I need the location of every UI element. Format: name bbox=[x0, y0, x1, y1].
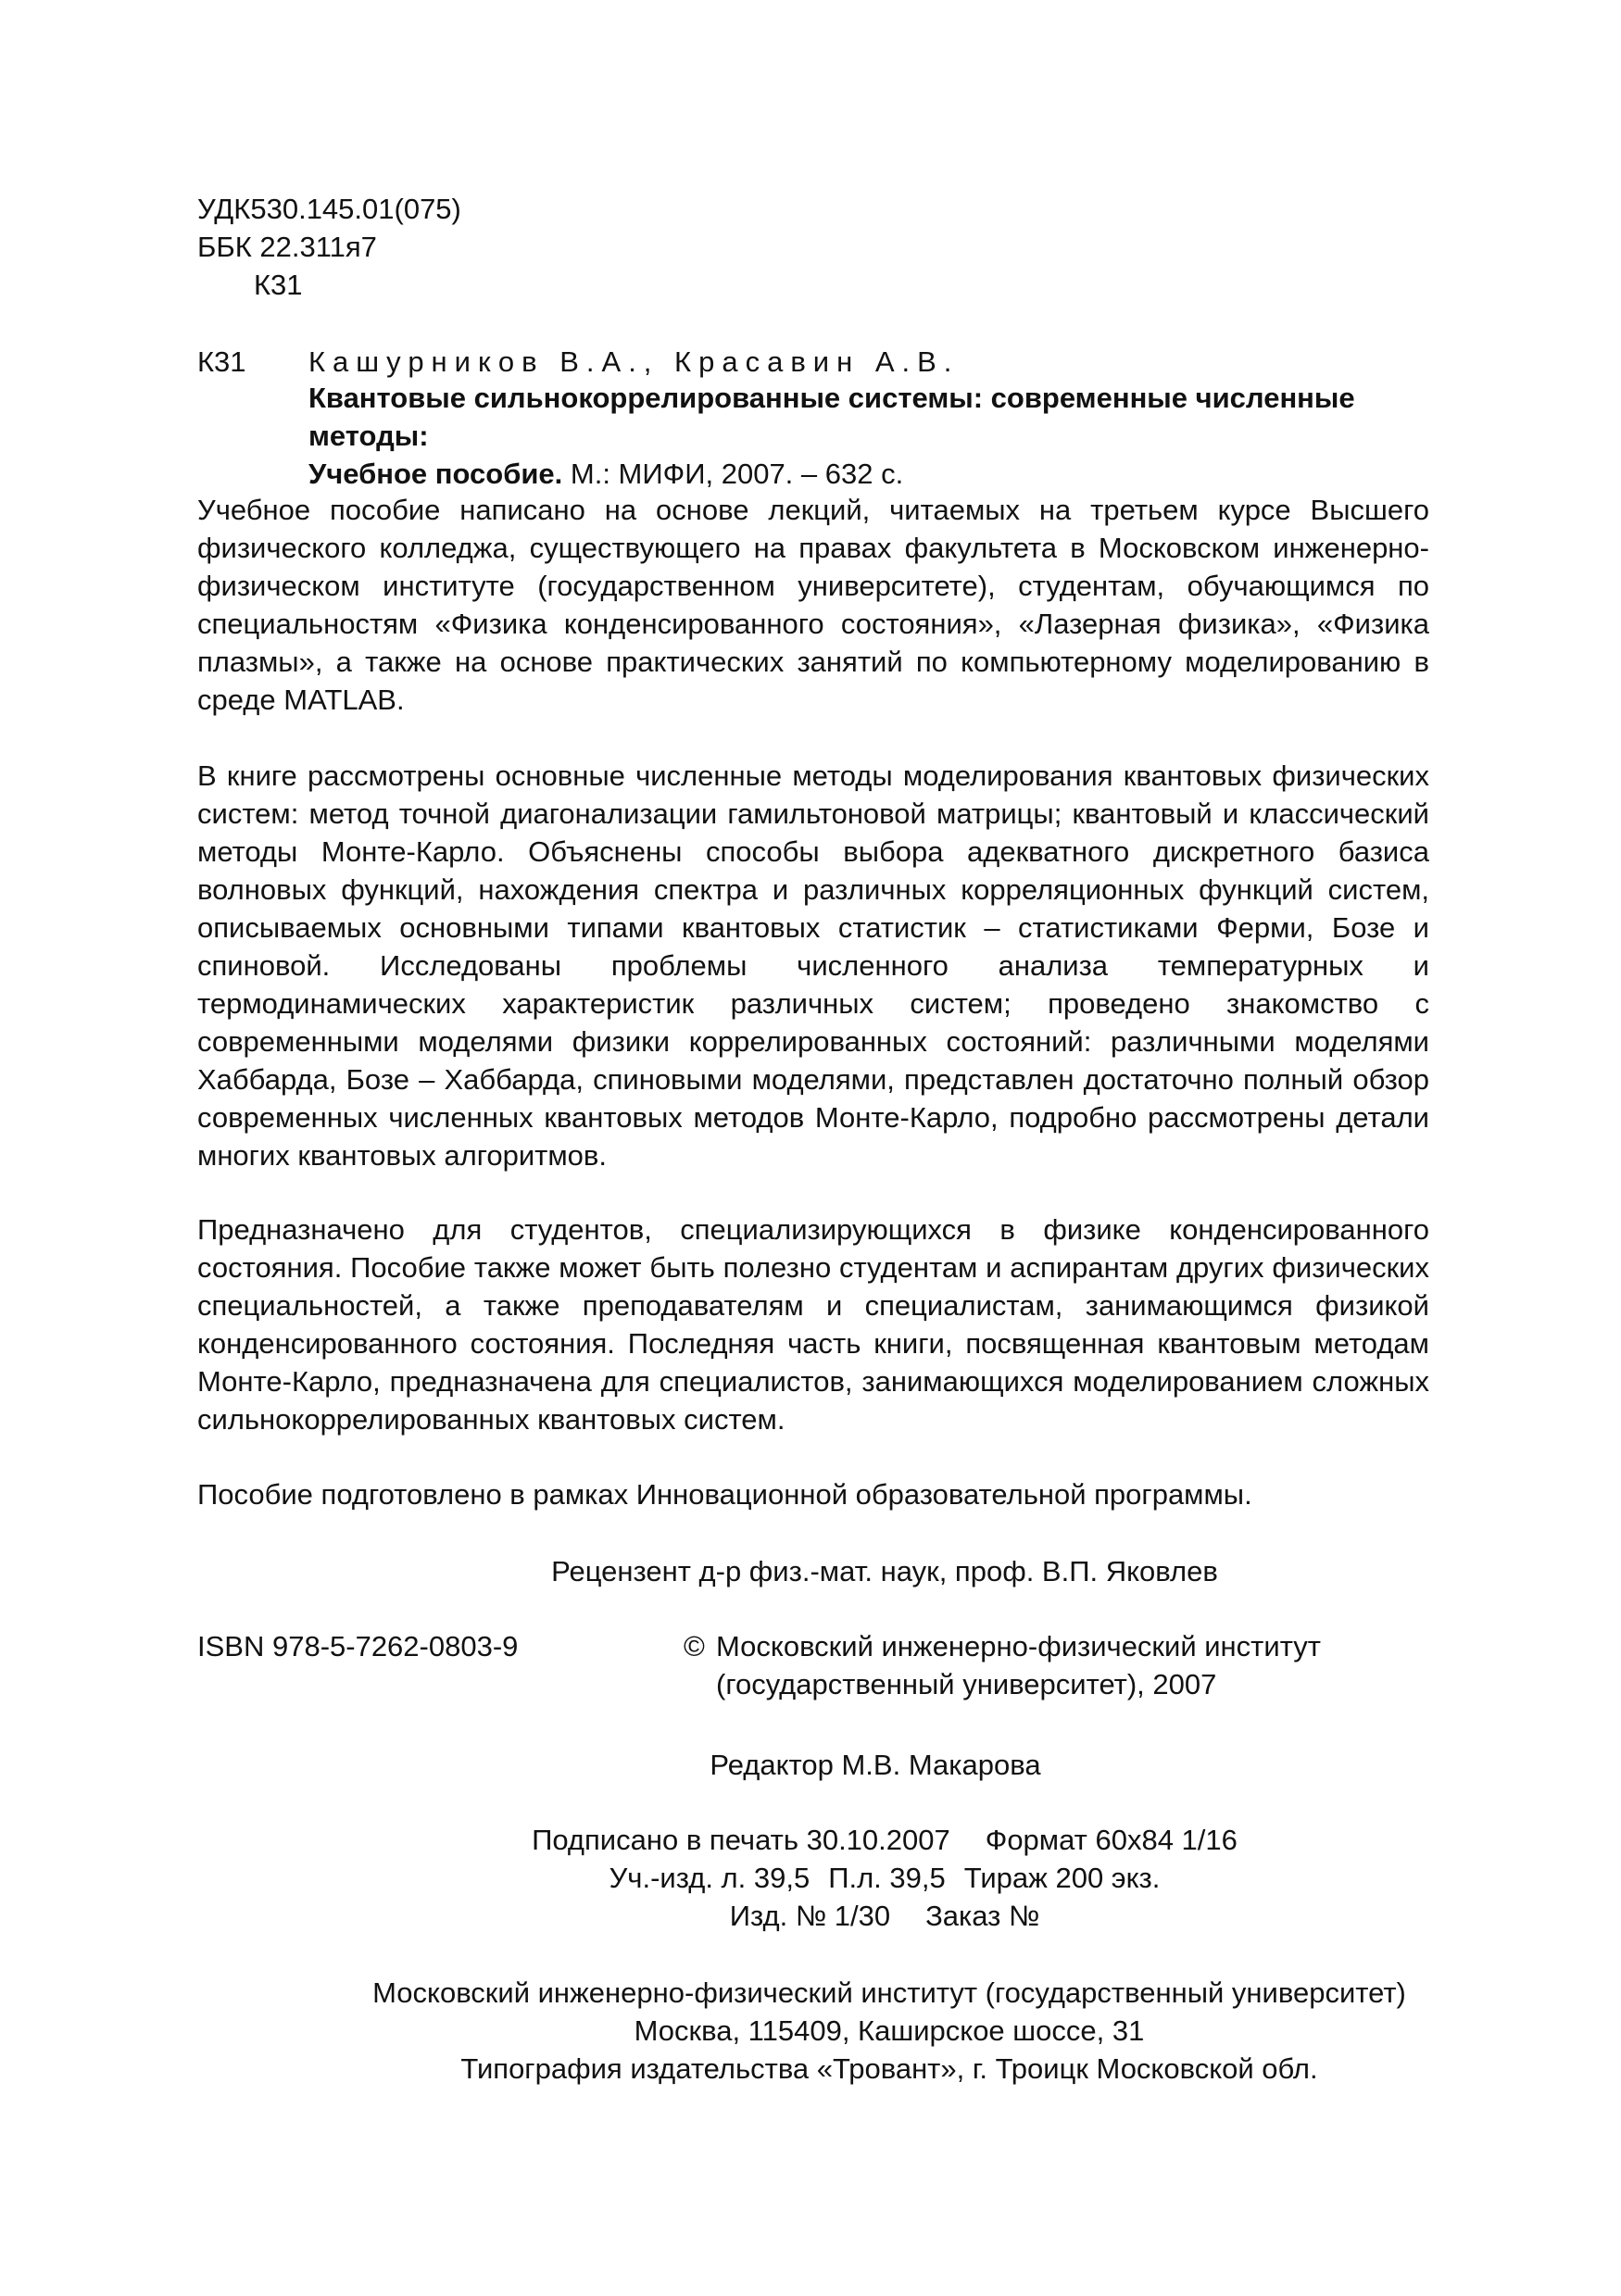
author-mark: К31 bbox=[254, 269, 303, 301]
abstract-paragraph-1: Учебное пособие написано на основе лекций, читаемых на третьем курсе Высшего физического колледжа, существующего на правах факультета в Московском инженерно-физическом институте (государственном университете), студентам, обучающимся по специальностям «Физика конденсированного состояния», «Лазерная физика», «Физика плазмы», а также на основе практических занятий по компьютерному моделированию в среде MATLAB. bbox=[197, 494, 1429, 716]
publication-number: Изд. № 1/30 bbox=[729, 1900, 891, 1932]
copyright-symbol: © bbox=[684, 1630, 705, 1662]
edition-sheets: Уч.-изд. л. 39,5 bbox=[609, 1862, 810, 1894]
printing-house: Типография издательства «Тровант», г. Троицк Московской обл. bbox=[460, 2052, 1318, 2085]
print-run: Тираж 200 экз. bbox=[963, 1862, 1161, 1894]
copyright-line-1 bbox=[684, 1627, 1321, 1665]
book-title: Квантовые сильнокоррелированные системы: современные численные методы: bbox=[308, 382, 1355, 452]
editor: Редактор М.В. Макарова bbox=[710, 1749, 1041, 1781]
order-number: Заказ № bbox=[925, 1900, 1040, 1932]
institute-name: Московский инженерно-физический институт (государственный университет) bbox=[372, 1976, 1406, 2009]
institute-address: Москва, 115409, Каширское шоссе, 31 bbox=[634, 2014, 1145, 2047]
classification-codes bbox=[197, 190, 461, 304]
print-sheets: П.л. 39,5 bbox=[828, 1862, 946, 1894]
abstract-paragraph-3: Предназначено для студентов, специализирующихся в физике конденсированного состояния. Пособие также может быть полезно студентам и аспирантам других физических специальностей, а также преподавателям и специалистам, занимающимся физикой конденсированного состояния. Последняя часть книги, посвященная квантовым методам Монте-Карло, предназначена для специалистов, занимающихся моделированием сложных сильнокоррелированных квантовых систем. bbox=[197, 1213, 1429, 1436]
authors: Кашурников В.А., Красавин А.В. bbox=[308, 345, 960, 378]
isbn: ISBN 978-5-7262-0803-9 bbox=[197, 1630, 519, 1662]
book-type: Учебное пособие. bbox=[308, 458, 563, 490]
book-title-block bbox=[308, 379, 1429, 493]
publication-info: М.: МИФИ, 2007. – 632 с. bbox=[562, 458, 904, 490]
print-details-line-2 bbox=[74, 1859, 1621, 1897]
copyright-line-2: (государственный университет), 2007 bbox=[716, 1668, 1217, 1700]
abstract-paragraph-4: Пособие подготовлено в рамках Инновационной образовательной программы. bbox=[197, 1478, 1252, 1511]
paper-format: Формат 60х84 1/16 bbox=[985, 1824, 1238, 1856]
signed-date: Подписано в печать 30.10.2007 bbox=[532, 1824, 950, 1856]
print-details-line-3 bbox=[74, 1897, 1621, 1935]
reviewer: Рецензент д-р физ.-мат. наук, проф. В.П. Яковлев bbox=[551, 1555, 1218, 1587]
abstract-paragraph-2: В книге рассмотрены основные численные методы моделирования квантовых физических систем: метод точной диагонализации гамильтоновой матрицы; квантовый и классический методы Монте-Карло. Объяснены способы выбора адекватного дискретного базиса волновых функций, нахождения спектра и различных корреляционных функций систем, описываемых основными типами квантовых статистик – статистиками Ферми, Бозе и спиновой. Исследованы проблемы численного анализа температурных и термодинамических характеристик различных систем; проведено знакомство с современными моделями физики коррелированных состояний: различными моделями Хаббарда, Бозе – Хаббарда, спиновыми моделями, представлен достаточно полный обзор современных численных квантовых методов Монте-Карло, подробно рассмотрены детали многих квантовых алгоритмов. bbox=[197, 759, 1429, 1172]
entry-mark: К31 bbox=[197, 345, 246, 378]
copyright-holder: Московский инженерно-физический институт bbox=[716, 1630, 1321, 1662]
bbk-code: ББК 22.311я7 bbox=[197, 231, 377, 263]
print-details-line-1 bbox=[74, 1821, 1621, 1859]
udk-code: УДК530.145.01(075) bbox=[197, 193, 461, 225]
